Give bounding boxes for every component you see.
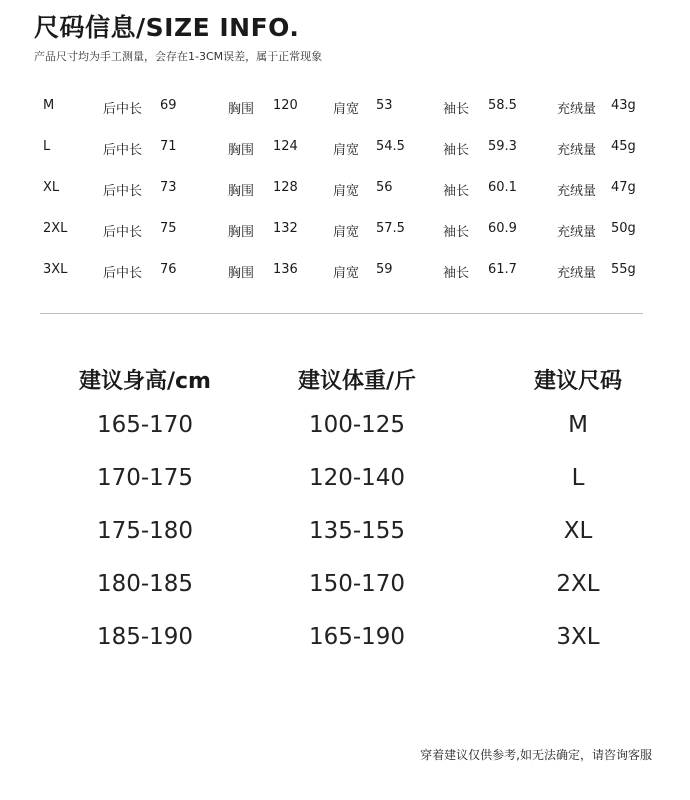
value-chest: 120 xyxy=(273,98,298,113)
recommended-size: 3XL xyxy=(556,624,600,650)
value-shoulder: 53 xyxy=(376,98,393,113)
recommended-size: XL xyxy=(563,518,593,544)
label-fill: 充绒量 xyxy=(557,184,597,199)
spec-size: XL xyxy=(43,180,60,195)
label-sleeve: 袖长 xyxy=(443,143,470,158)
value-length: 73 xyxy=(160,180,177,195)
label-shoulder: 肩宽 xyxy=(333,102,360,117)
value-sleeve: 58.5 xyxy=(488,98,517,113)
label-length: 后中长 xyxy=(103,184,143,199)
value-fill: 50g xyxy=(611,221,636,236)
value-fill: 55g xyxy=(611,262,636,277)
value-length: 69 xyxy=(160,98,177,113)
label-length: 后中长 xyxy=(103,143,143,158)
label-fill: 充绒量 xyxy=(557,102,597,117)
recommended-size: 2XL xyxy=(556,571,600,597)
recommended-size: M xyxy=(568,412,588,438)
label-length: 后中长 xyxy=(103,225,143,240)
value-chest: 124 xyxy=(273,139,298,154)
recommendation-header-row xyxy=(0,350,690,400)
weight-range: 150-170 xyxy=(308,571,406,597)
label-sleeve: 袖长 xyxy=(443,225,470,240)
header-height: 建议身高/cm xyxy=(78,369,211,394)
height-range: 175-180 xyxy=(96,518,194,544)
page-title: 尺码信息/SIZE INFO. xyxy=(34,13,300,42)
value-fill: 43g xyxy=(611,98,636,113)
value-sleeve: 60.9 xyxy=(488,221,517,236)
size-recommendation-table xyxy=(0,350,690,665)
label-shoulder: 肩宽 xyxy=(333,225,360,240)
height-range: 165-170 xyxy=(96,412,194,438)
label-sleeve: 袖长 xyxy=(443,184,470,199)
value-chest: 128 xyxy=(273,180,298,195)
value-fill: 47g xyxy=(611,180,636,195)
spec-size: 2XL xyxy=(43,221,68,236)
recommendation-row xyxy=(0,506,690,559)
spec-row xyxy=(0,90,690,131)
label-chest: 胸围 xyxy=(228,143,255,158)
value-length: 76 xyxy=(160,262,177,277)
spec-size: L xyxy=(43,139,51,154)
spec-row xyxy=(0,254,690,295)
header-size: 建议尺码 xyxy=(533,369,622,394)
weight-range: 135-155 xyxy=(308,518,406,544)
label-length: 后中长 xyxy=(103,266,143,281)
recommendation-row xyxy=(0,400,690,453)
value-sleeve: 59.3 xyxy=(488,139,517,154)
value-fill: 45g xyxy=(611,139,636,154)
value-shoulder: 56 xyxy=(376,180,393,195)
label-sleeve: 袖长 xyxy=(443,266,470,281)
label-sleeve: 袖长 xyxy=(443,102,470,117)
label-chest: 胸围 xyxy=(228,225,255,240)
recommendation-row xyxy=(0,559,690,612)
label-fill: 充绒量 xyxy=(557,143,597,158)
size-spec-table xyxy=(0,90,690,295)
spec-size: 3XL xyxy=(43,262,68,277)
height-range: 185-190 xyxy=(96,624,194,650)
value-length: 75 xyxy=(160,221,177,236)
header-weight: 建议体重/斤 xyxy=(297,369,417,394)
height-range: 170-175 xyxy=(96,465,194,491)
value-shoulder: 54.5 xyxy=(376,139,405,154)
label-fill: 充绒量 xyxy=(557,266,597,281)
height-range: 180-185 xyxy=(96,571,194,597)
recommended-size: L xyxy=(571,465,585,491)
label-chest: 胸围 xyxy=(228,102,255,117)
value-sleeve: 60.1 xyxy=(488,180,517,195)
weight-range: 165-190 xyxy=(308,624,406,650)
label-shoulder: 肩宽 xyxy=(333,266,360,281)
value-chest: 136 xyxy=(273,262,298,277)
spec-size: M xyxy=(43,98,55,113)
value-shoulder: 57.5 xyxy=(376,221,405,236)
weight-range: 120-140 xyxy=(308,465,406,491)
spec-row xyxy=(0,172,690,213)
label-chest: 胸围 xyxy=(228,184,255,199)
weight-range: 100-125 xyxy=(308,412,406,438)
spec-row xyxy=(0,131,690,172)
section-divider xyxy=(40,313,643,314)
spec-row xyxy=(0,213,690,254)
recommendation-row xyxy=(0,453,690,506)
value-length: 71 xyxy=(160,139,177,154)
label-chest: 胸围 xyxy=(228,266,255,281)
value-sleeve: 61.7 xyxy=(488,262,517,277)
value-chest: 132 xyxy=(273,221,298,236)
label-shoulder: 肩宽 xyxy=(333,143,360,158)
measurement-note: 产品尺寸均为手工测量，会存在1-3CM误差，属于正常现象 xyxy=(34,50,323,63)
label-shoulder: 肩宽 xyxy=(333,184,360,199)
recommendation-row xyxy=(0,612,690,665)
value-shoulder: 59 xyxy=(376,262,393,277)
label-fill: 充绒量 xyxy=(557,225,597,240)
label-length: 后中长 xyxy=(103,102,143,117)
footer-note: 穿着建议仅供参考,如无法确定，请咨询客服 xyxy=(420,748,652,762)
